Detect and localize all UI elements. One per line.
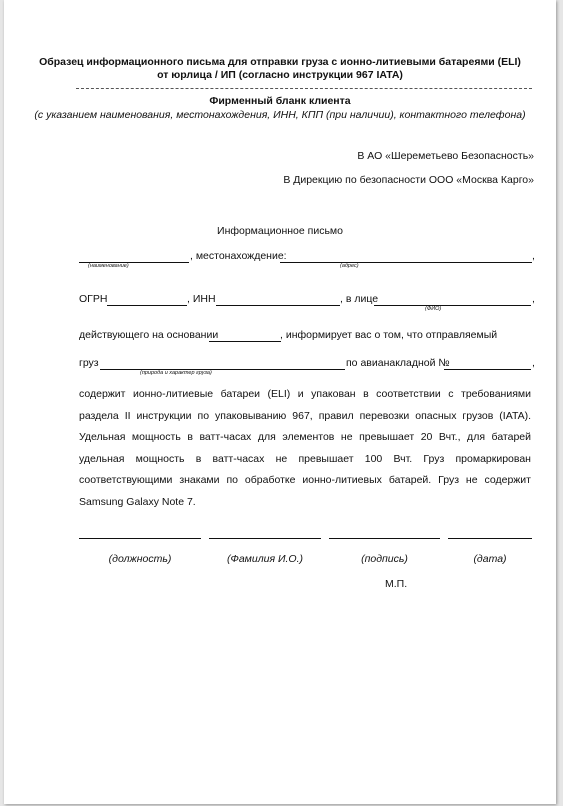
date-sign-line[interactable]: [448, 538, 532, 539]
letterhead-note: (с указанием наименования, местонахождения, ИНН, КПП (при наличии), контактного телефона): [34, 109, 526, 121]
inn-label: , ИНН: [187, 293, 216, 305]
recipient-line1: В АО «Шереметьево Безопасность»: [357, 150, 534, 162]
row4-comma: ,: [532, 357, 535, 369]
position-sign-line[interactable]: [79, 538, 201, 539]
waybill-number-field[interactable]: [444, 369, 531, 370]
row1-comma: ,: [532, 250, 535, 262]
basis-field[interactable]: [209, 341, 281, 342]
row2-comma: ,: [532, 293, 535, 305]
cargo-hint: (природа и характер груза): [140, 370, 212, 376]
letter-title: Информационное письмо: [217, 225, 343, 237]
stamp-place: М.П.: [385, 578, 408, 590]
fio-hint: (ФИО): [425, 306, 442, 312]
cargo-nature-field[interactable]: [100, 369, 345, 370]
document-title-line1: Образец информационного письма для отправки груза с ионно-литиевыми батареями (ELI): [39, 56, 521, 68]
name-caption: (Фамилия И.О.): [226, 553, 304, 565]
letter-page: [4, 0, 556, 804]
dashed-divider: [76, 88, 532, 89]
signature-caption: (подпись): [361, 553, 408, 565]
inn-field[interactable]: [216, 305, 340, 306]
waybill-label: по авианакладной №: [346, 357, 450, 369]
informs-label: , информирует вас о том, что отправляемый: [280, 329, 498, 341]
position-caption: (должность): [108, 553, 172, 565]
name-hint: (наименование): [88, 263, 129, 269]
ogrn-label: ОГРН: [79, 293, 108, 305]
signature-sign-line[interactable]: [329, 538, 440, 539]
address-hint: (адрес): [340, 263, 359, 269]
location-label: , местонахождение:: [190, 250, 287, 262]
letterhead-title: Фирменный бланк клиента: [209, 95, 351, 107]
recipient-line2: В Дирекцию по безопасности ООО «Москва Карго»: [283, 174, 534, 186]
cargo-label: груз: [79, 357, 99, 369]
body-paragraph: содержит ионно-литиевые батареи (ELI) и упакован в соответствии с требованиями раздела II инструкции по упаковыванию 967, правил перевозки опасных грузов (IATA). Удельная мощность в ватт-часах для элементов не превышает 20 Вчт., для батарей удельная мощность в ватт-часах не превышает 100 Вчт. Груз промаркирован соответствующими знаками по обработке ионно-литиевых батарей. Груз не содержит Samsung Galaxy Note 7.: [79, 388, 531, 508]
person-fio-field[interactable]: [374, 305, 531, 306]
basis-label: действующего на основании: [79, 329, 219, 341]
date-caption: (дата): [473, 553, 507, 565]
document-title-line2: от юрлица / ИП (согласно инструкции 967 IATA): [157, 69, 403, 81]
person-label: , в лице: [340, 293, 379, 305]
address-field[interactable]: [280, 262, 532, 263]
name-sign-line[interactable]: [209, 538, 321, 539]
ogrn-field[interactable]: [107, 305, 187, 306]
